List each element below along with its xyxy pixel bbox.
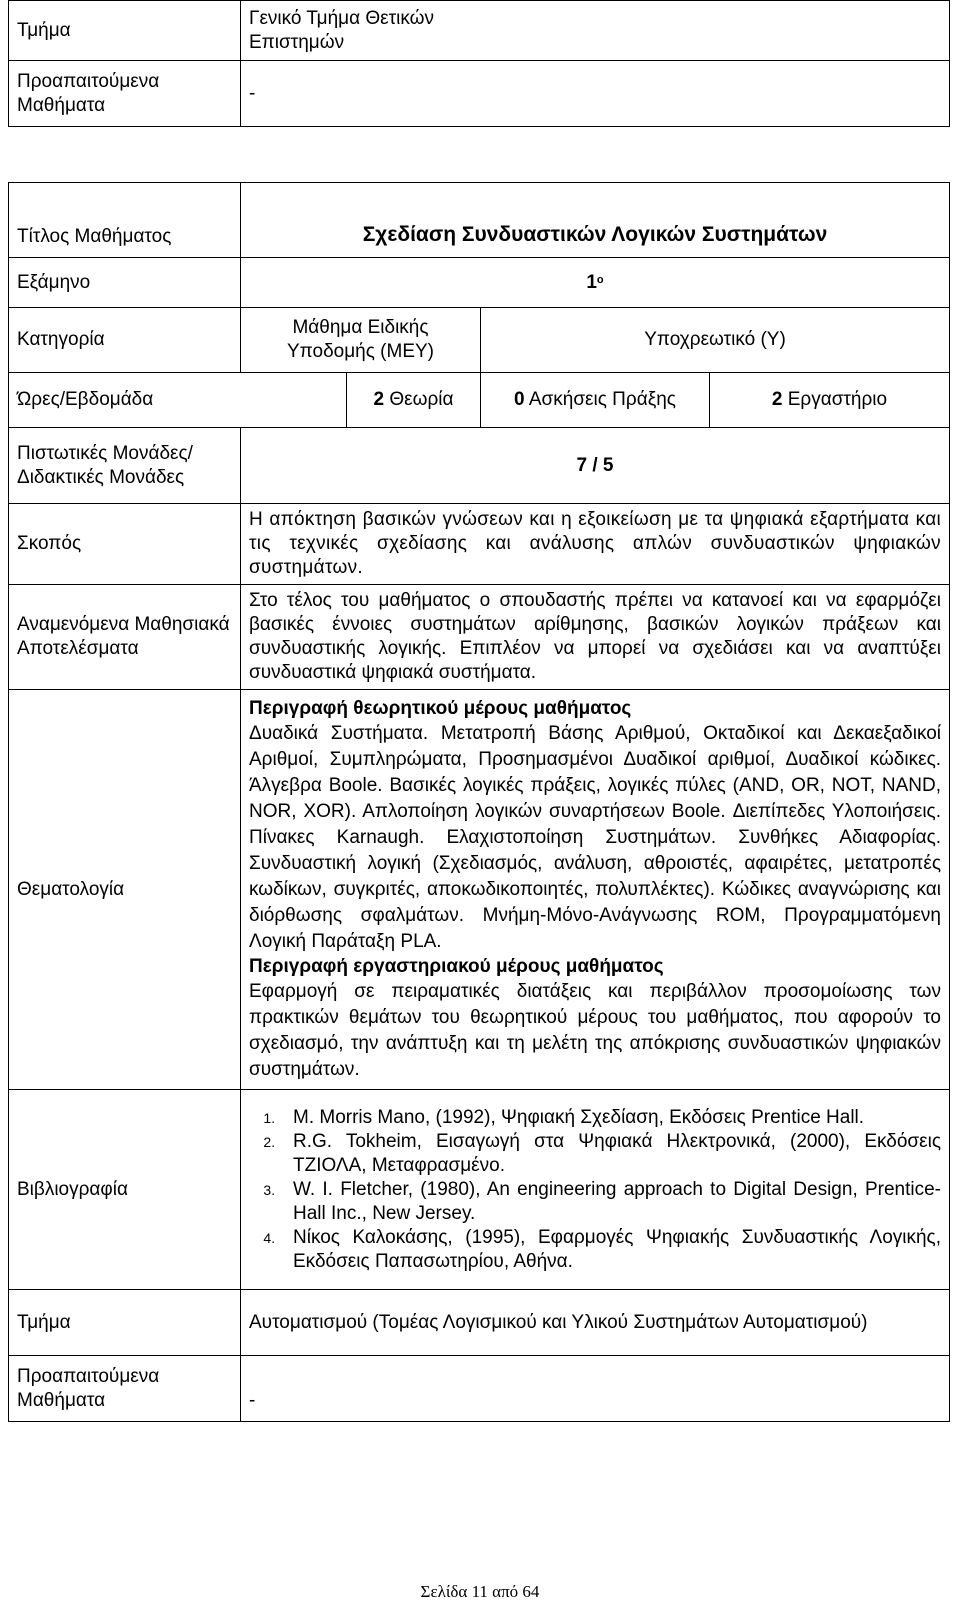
hours-label: Ώρες/Εβδομάδα [9, 373, 347, 428]
topics-value [241, 690, 950, 1090]
page-number: Σελίδα 11 από 64 [420, 1582, 540, 1601]
credits-value: 7 / 5 [241, 428, 950, 504]
goal-label: Σκοπός [9, 504, 241, 585]
topics-lab-text: Εφαρμογή σε πειραματικές διατάξεις και περιβάλλον προσομοίωσης των πρακτικών θεμάτων του θεωρητικού μέρους του μαθήματος, που αφορούν το σχεδιασμό, την ανάπτυξη και τη μελέτη της απόκρισης συνδυαστικών ψηφιακών συστημάτων. [249, 980, 941, 1080]
category-value-1: Μάθημα Ειδικής Υποδομής (ΜΕΥ) [241, 308, 481, 373]
top-department-value: Γενικό Τμήμα Θετικών Επιστημών [241, 1, 950, 61]
bibliography-item: 3. W. I. Fletcher, (1980), An engineering approach to Digital Design, Prentice- Hall Inc., New Jersey. [279, 1178, 941, 1226]
top-department-label: Τμήμα [9, 1, 241, 61]
goal-value: Η απόκτηση βασικών γνώσεων και η εξοικείωση με τα ψηφιακά εξαρτήματα και τις τεχνικές σχεδίασης και ανάλυσης απλών συνδυαστικών ψηφιακών συστημάτων. [241, 504, 950, 585]
top-prereq-value: - [241, 61, 950, 127]
bibliography-value [241, 1090, 950, 1290]
category-value-2: Υποχρεωτικό (Υ) [481, 308, 950, 373]
course-title-value: Σχεδίαση Συνδυαστικών Λογικών Συστημάτων [241, 183, 950, 258]
hours-theory: 2 Θεωρία [347, 373, 481, 428]
category-label: Κατηγορία [9, 308, 241, 373]
prereq-value: - [241, 1356, 950, 1422]
top-info-table [8, 0, 950, 127]
semester-value: $1^o$ [241, 258, 950, 308]
dept-value: Αυτοματισμού (Τομέας Λογισμικού και Υλικού Συστημάτων Αυτοματισμού) [241, 1290, 950, 1356]
bibliography-item: 4. Νίκος Καλοκάσης, (1995), Εφαρμογές Ψηφιακής Συνδυαστικής Λογικής, Εκδόσεις Παπασωτηρίου, Αθήνα. [279, 1226, 941, 1274]
outcomes-value: Στο τέλος του μαθήματος ο σπουδαστής πρέπει να κατανοεί και να εφαρμόζει βασικές έννοιες συστημάτων αρίθμησης, βασικών λογικών πράξεων και συνδυαστικής λογικής. Επιπλέον να μπορεί να σχεδιάσει και να αναπτύξει συνδυαστικά ψηφιακά συστήματα. [241, 585, 950, 690]
bibliography-item: 2. R.G. Tokheim, Εισαγωγή στα Ψηφιακά Ηλεκτρονικά, (2000), Εκδόσεις ΤΖΙΟΛΑ, Μεταφρασμένο. [279, 1130, 941, 1178]
outcomes-label: Αναμενόμενα Μαθησιακά Αποτελέσματα [9, 585, 241, 690]
topics-theory-heading: Περιγραφή θεωρητικού μέρους μαθήματος [249, 697, 632, 719]
course-table [8, 182, 950, 1422]
hours-lab: 2 Εργαστήριο [710, 373, 950, 428]
credits-label: Πιστωτικές Μονάδες/ Διδακτικές Μονάδες [9, 428, 241, 504]
course-title-label: Τίτλος Μαθήματος [9, 183, 241, 258]
prereq-label: Προαπαιτούμενα Μαθήματα [9, 1356, 241, 1422]
bibliography-list [249, 1106, 941, 1274]
topics-lab-heading: Περιγραφή εργαστηριακού μέρους μαθήματος [249, 955, 664, 977]
semester-label: Εξάμηνο [9, 258, 241, 308]
top-prereq-label: Προαπαιτούμενα Μαθήματα [9, 61, 241, 127]
topics-theory-text: Δυαδικά Συστήματα. Μετατροπή Βάσης Αριθμού, Οκταδικοί και Δεκαεξαδικοί Αριθμοί, Συμπληρώματα, Προσημασμένοι Δυαδικοί αριθμοί, Δυαδικοί κώδικες. Άλγεβρα Boole. Βασικές λογικές πράξεις, λογικές πύλες (AND, OR, NOT, NAND, NOR, XOR). Απλοποίηση λογικών συναρτήσεων Boole. Διεπίπεδες Υλοποιήσεις. Πίνακες Karnaugh. Ελαχιστοποίηση Συστημάτων. Συνθήκες Αδιαφορίας. Συνδυαστική λογική (Σχεδιασμός, ανάλυση, αθροιστές, αφαιρέτες, μετατροπές κωδίκων, συγκριτές, αποκωδικοποιητές, πολυπλέκτες). Κώδικες αναγνώρισης και διόρθωσης σφαλμάτων. Μνήμη-Μόνο-Ανάγνωσης ROM, Προγραμματόμενη Λογική Παράταξη PLA. [249, 722, 941, 952]
bibliography-label: Βιβλιογραφία [9, 1090, 241, 1290]
dept-label: Τμήμα [9, 1290, 241, 1356]
bibliography-item: 1. Μ. Morris Mano, (1992), Ψηφιακή Σχεδίαση, Εκδόσεις Prentice Hall. [279, 1106, 941, 1130]
hours-practice: 0 Ασκήσεις Πράξης [481, 373, 710, 428]
topics-label: Θεματολογία [9, 690, 241, 1090]
